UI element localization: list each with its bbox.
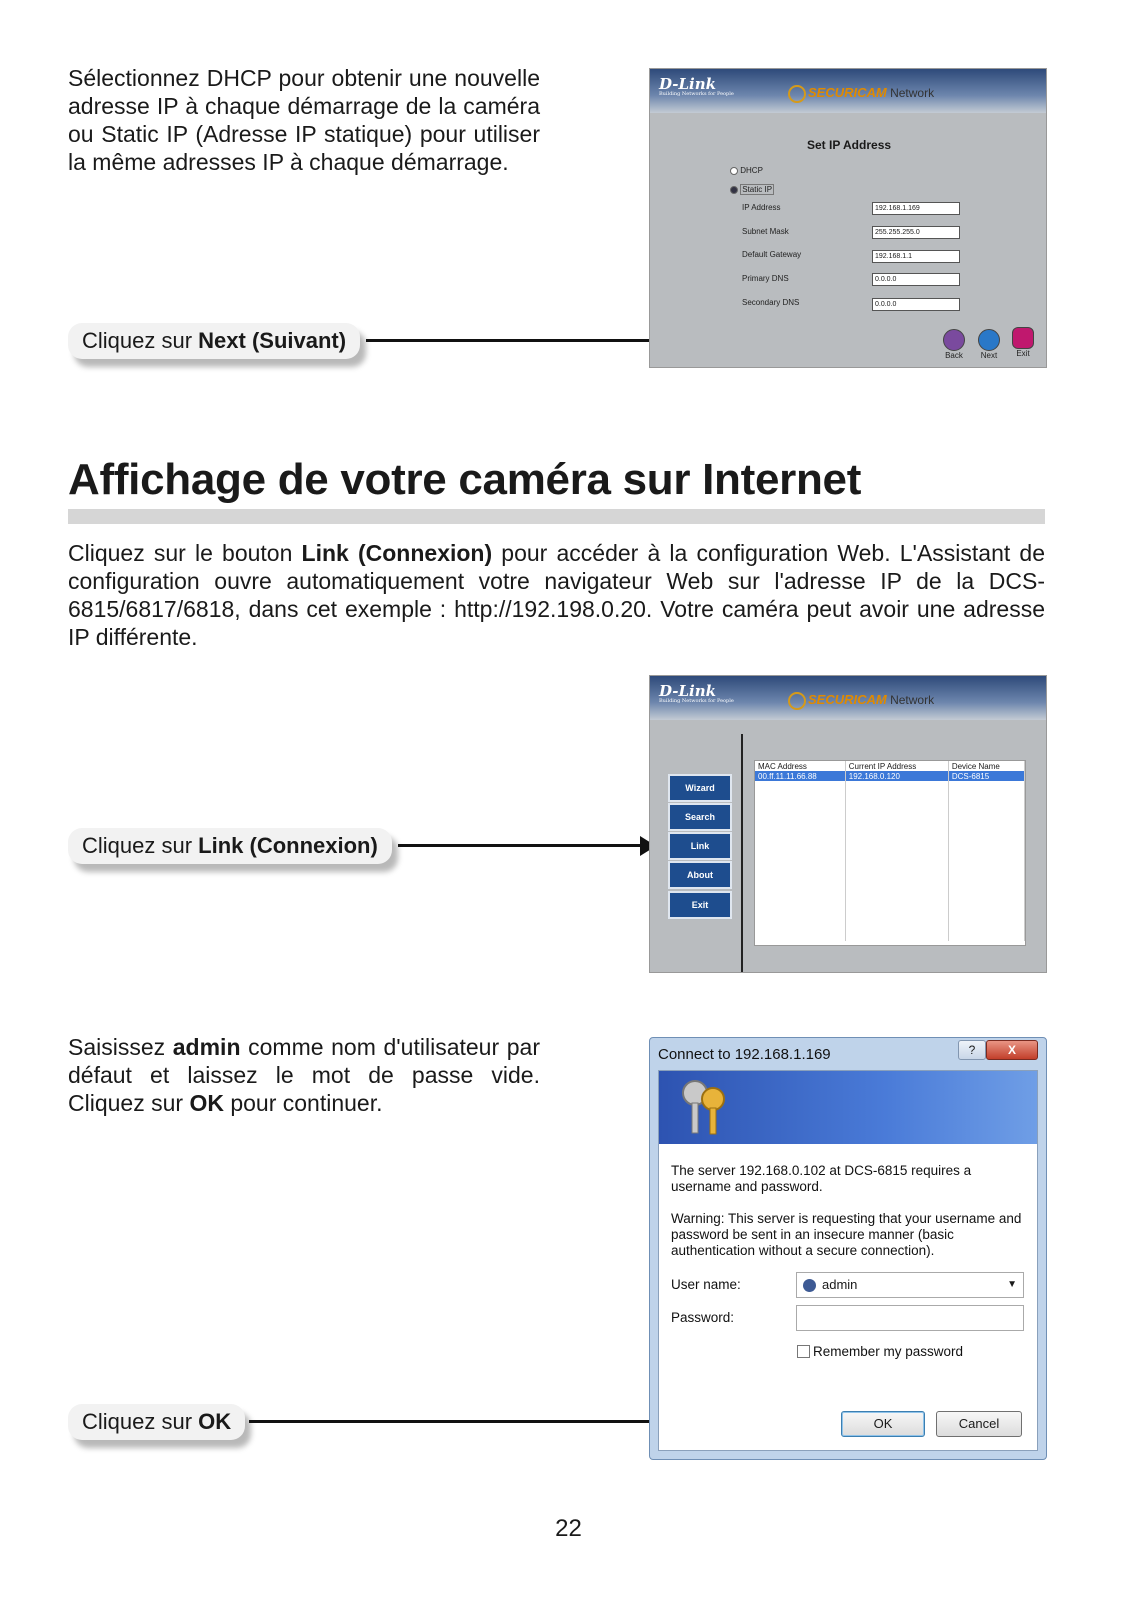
- col-ip: Current IP Address: [845, 761, 948, 771]
- user-icon: [803, 1279, 816, 1292]
- radio-static-ip[interactable]: Static IP: [730, 185, 774, 194]
- dlink-logo: D-Link Building Networks for People: [659, 75, 734, 97]
- col-device: Device Name: [948, 761, 1024, 771]
- title-rule: [68, 509, 1045, 524]
- wizard-button[interactable]: Wizard: [668, 774, 732, 802]
- next-arrow-icon: [978, 329, 1000, 351]
- primary-dns-label: Primary DNS: [742, 274, 789, 283]
- password-label: Password:: [671, 1310, 735, 1325]
- secondary-dns-input[interactable]: 0.0.0.0: [872, 298, 960, 311]
- cell-device: DCS-6815: [948, 771, 1024, 781]
- radio-dhcp[interactable]: DHCP: [730, 166, 763, 175]
- dlink-header: [650, 69, 1046, 113]
- dialog-banner: [659, 1071, 1037, 1144]
- device-list-header: [755, 761, 1025, 771]
- primary-dns-input[interactable]: 0.0.0.0: [872, 273, 960, 286]
- close-icon[interactable]: X: [986, 1040, 1038, 1060]
- exit-button[interactable]: Exit: [1011, 327, 1035, 358]
- set-ip-heading: Set IP Address: [807, 138, 892, 152]
- exit-power-icon: [1012, 327, 1034, 349]
- exit-button-2[interactable]: Exit: [668, 891, 732, 919]
- callout-next-prefix: Cliquez sur: [82, 328, 199, 353]
- remember-label: Remember my password: [813, 1344, 964, 1359]
- username-input[interactable]: admin ▼: [796, 1272, 1024, 1298]
- securicam-logo-2: SECURICAM Network: [788, 692, 934, 710]
- lock-icon: [788, 692, 806, 710]
- col-mac: MAC Address: [755, 761, 845, 771]
- keys-icon: [673, 1075, 733, 1139]
- password-input[interactable]: [796, 1305, 1024, 1331]
- page-number: 22: [555, 1515, 582, 1542]
- next-button[interactable]: Next: [977, 329, 1001, 360]
- sidebar-divider: [741, 734, 743, 972]
- default-gateway-label: Default Gateway: [742, 250, 802, 259]
- section-title: Affichage de votre caméra sur Internet: [68, 455, 862, 504]
- dlink-logo-2: D-Link Building Networks for People: [659, 682, 734, 704]
- default-gateway-input[interactable]: 192.168.1.1: [872, 250, 960, 263]
- subnet-mask-label: Subnet Mask: [742, 227, 789, 236]
- remember-checkbox[interactable]: [797, 1345, 810, 1358]
- ip-address-label: IP Address: [742, 203, 781, 212]
- login-dialog: [649, 1037, 1047, 1460]
- cell-mac: 00.ff.11.11.66.88: [755, 771, 845, 781]
- ip-address-input[interactable]: 192.168.1.169: [872, 202, 960, 215]
- dlink-header-2: [650, 676, 1046, 720]
- device-row-selected[interactable]: [755, 771, 1025, 781]
- wizard-main-screenshot: [649, 675, 1047, 973]
- about-button[interactable]: About: [668, 861, 732, 889]
- cancel-button[interactable]: Cancel: [936, 1411, 1022, 1437]
- lock-icon: [788, 85, 806, 103]
- search-button[interactable]: Search: [668, 803, 732, 831]
- intro-paragraph: Sélectionnez DHCP pour obtenir une nouvelle adresse IP à chaque démarrage de la caméra ou Static IP (Adresse IP statique) pour utiliser la même adresses IP à chaque démarrage.: [68, 65, 540, 175]
- ok-button[interactable]: OK: [841, 1411, 925, 1437]
- callout-link: Cliquez sur Link (Connexion): [68, 828, 392, 864]
- back-arrow-icon: [943, 329, 965, 351]
- callout-ok: Cliquez sur OK: [68, 1404, 245, 1440]
- username-label: User name:: [671, 1277, 741, 1292]
- callout-next-bold: Next (Suivant): [198, 328, 347, 353]
- secondary-dns-label: Secondary DNS: [742, 298, 800, 307]
- subnet-mask-input[interactable]: 255.255.255.0: [872, 226, 960, 239]
- securicam-logo: SECURICAM Network: [788, 85, 934, 103]
- callout-next: [68, 323, 360, 359]
- back-button[interactable]: Back: [942, 329, 966, 360]
- server-message: The server 192.168.0.102 at DCS-6815 requires a username and password.: [671, 1163, 972, 1194]
- warning-message: Warning: This server is requesting that your username and password be sent in an insecure manner (basic authentication without a secure connection).: [671, 1211, 1022, 1258]
- cell-ip: 192.168.0.120: [845, 771, 948, 781]
- set-ip-screenshot: [649, 68, 1047, 368]
- link-button[interactable]: Link: [668, 832, 732, 860]
- link-paragraph: Cliquez sur le bouton Link (Connexion) pour accéder à la configuration Web. L'Assistant de configuration ouvre automatiquement votre navigateur Web sur l'adresse IP de la DCS-6815/6817/6818, dans cet exemple : http://192.198.0.20. Votre caméra peut avoir une adresse IP différente.: [68, 540, 1046, 650]
- dialog-body: [658, 1070, 1038, 1451]
- arrow-link-line: [398, 844, 642, 847]
- login-paragraph: Saisissez admin comme nom d'utilisateur par défaut et laissez le mot de passe vide. Cliquez sur OK pour continuer.: [68, 1034, 540, 1116]
- chevron-down-icon[interactable]: ▼: [1007, 1279, 1017, 1290]
- help-icon[interactable]: ?: [958, 1040, 986, 1060]
- device-list[interactable]: [754, 760, 1026, 946]
- dialog-title: Connect to 192.168.1.169: [658, 1046, 831, 1063]
